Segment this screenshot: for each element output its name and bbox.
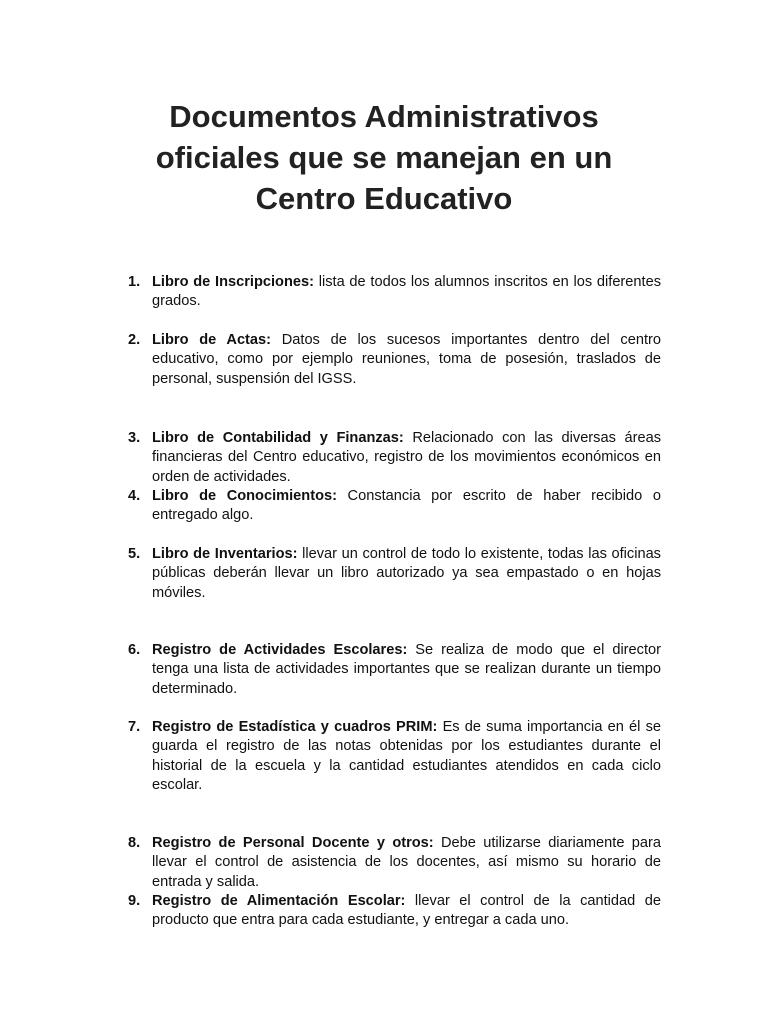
item-content xyxy=(152,545,661,603)
item-number: 1. xyxy=(128,274,141,290)
item-content xyxy=(152,718,661,796)
item-text: Datos de los sucesos importantes dentro del centro educativo, como por ejemplo reuniones, toma de posesión, traslados de personal, suspensión del IGSS. xyxy=(152,332,661,387)
item-number: 4. xyxy=(128,488,141,504)
item-term: Libro de Inventarios: xyxy=(152,546,298,562)
document-title xyxy=(120,96,648,219)
item-term: Libro de Contabilidad y Finanzas: xyxy=(152,430,404,446)
item-content xyxy=(152,429,661,487)
item-content xyxy=(152,834,661,892)
item-number: 5. xyxy=(128,546,141,562)
item-number: 7. xyxy=(128,719,141,735)
item-term: Registro de Personal Docente y otros: xyxy=(152,835,434,851)
title-line-3: Centro Educativo xyxy=(255,181,513,216)
item-term: Registro de Actividades Escolares: xyxy=(152,642,408,658)
item-content xyxy=(152,273,661,312)
list-item-2 xyxy=(128,331,661,389)
list-item-5 xyxy=(128,545,661,603)
title-line-2: oficiales que se manejan en un xyxy=(155,140,613,175)
item-content xyxy=(152,892,661,931)
item-number: 9. xyxy=(128,893,141,909)
item-text: Es de suma importancia en él se guarda el registro de las notas obtenidas por los estudiantes durante el historial de la escuela y la cantidad estudiantes atendidos en cada ciclo escolar. xyxy=(152,719,661,794)
item-content xyxy=(152,331,661,389)
item-term: Libro de Actas: xyxy=(152,332,272,348)
item-number: 6. xyxy=(128,642,141,658)
item-number: 3. xyxy=(128,430,141,446)
item-text: Debe utilizarse diariamente para llevar el control de asistencia de los docentes, así mismo su horario de entrada y salida. xyxy=(152,835,662,890)
item-text: Relacionado con las diversas áreas financieras del Centro educativo, registro de los movimientos económicos en orden de actividades. xyxy=(152,430,662,485)
item-content xyxy=(152,487,661,526)
list-item-6 xyxy=(128,641,661,699)
item-number: 8. xyxy=(128,835,141,851)
item-text: llevar el control de la cantidad de producto que entra para cada estudiante, y entregar a cada uno. xyxy=(152,893,661,929)
item-text: llevar un control de todo lo existente, todas las oficinas públicas deberán llevar un libro autorizado ya sea empastado o en hojas móviles. xyxy=(152,546,661,601)
list-item-9 xyxy=(128,892,661,931)
item-term: Libro de Conocimientos: xyxy=(152,488,337,504)
list-item-7 xyxy=(128,718,661,796)
list-item-8 xyxy=(128,834,661,892)
item-term: Registro de Estadística y cuadros PRIM: xyxy=(152,719,438,735)
list-item-3 xyxy=(128,429,661,487)
list-item-4 xyxy=(128,487,661,526)
item-content xyxy=(152,641,661,699)
item-text: Se realiza de modo que el director tenga una lista de actividades importantes que se realizan durante un tiempo determinado. xyxy=(152,642,661,697)
title-line-1: Documentos Administrativos xyxy=(169,99,599,134)
item-term: Libro de Inscripciones: xyxy=(152,274,314,290)
list-item-1 xyxy=(128,273,661,312)
item-text: Constancia por escrito de haber recibido o entregado algo. xyxy=(152,488,661,524)
item-number: 2. xyxy=(128,332,141,348)
item-text: lista de todos los alumnos inscritos en los diferentes grados. xyxy=(152,274,661,310)
item-term: Registro de Alimentación Escolar: xyxy=(152,893,406,909)
